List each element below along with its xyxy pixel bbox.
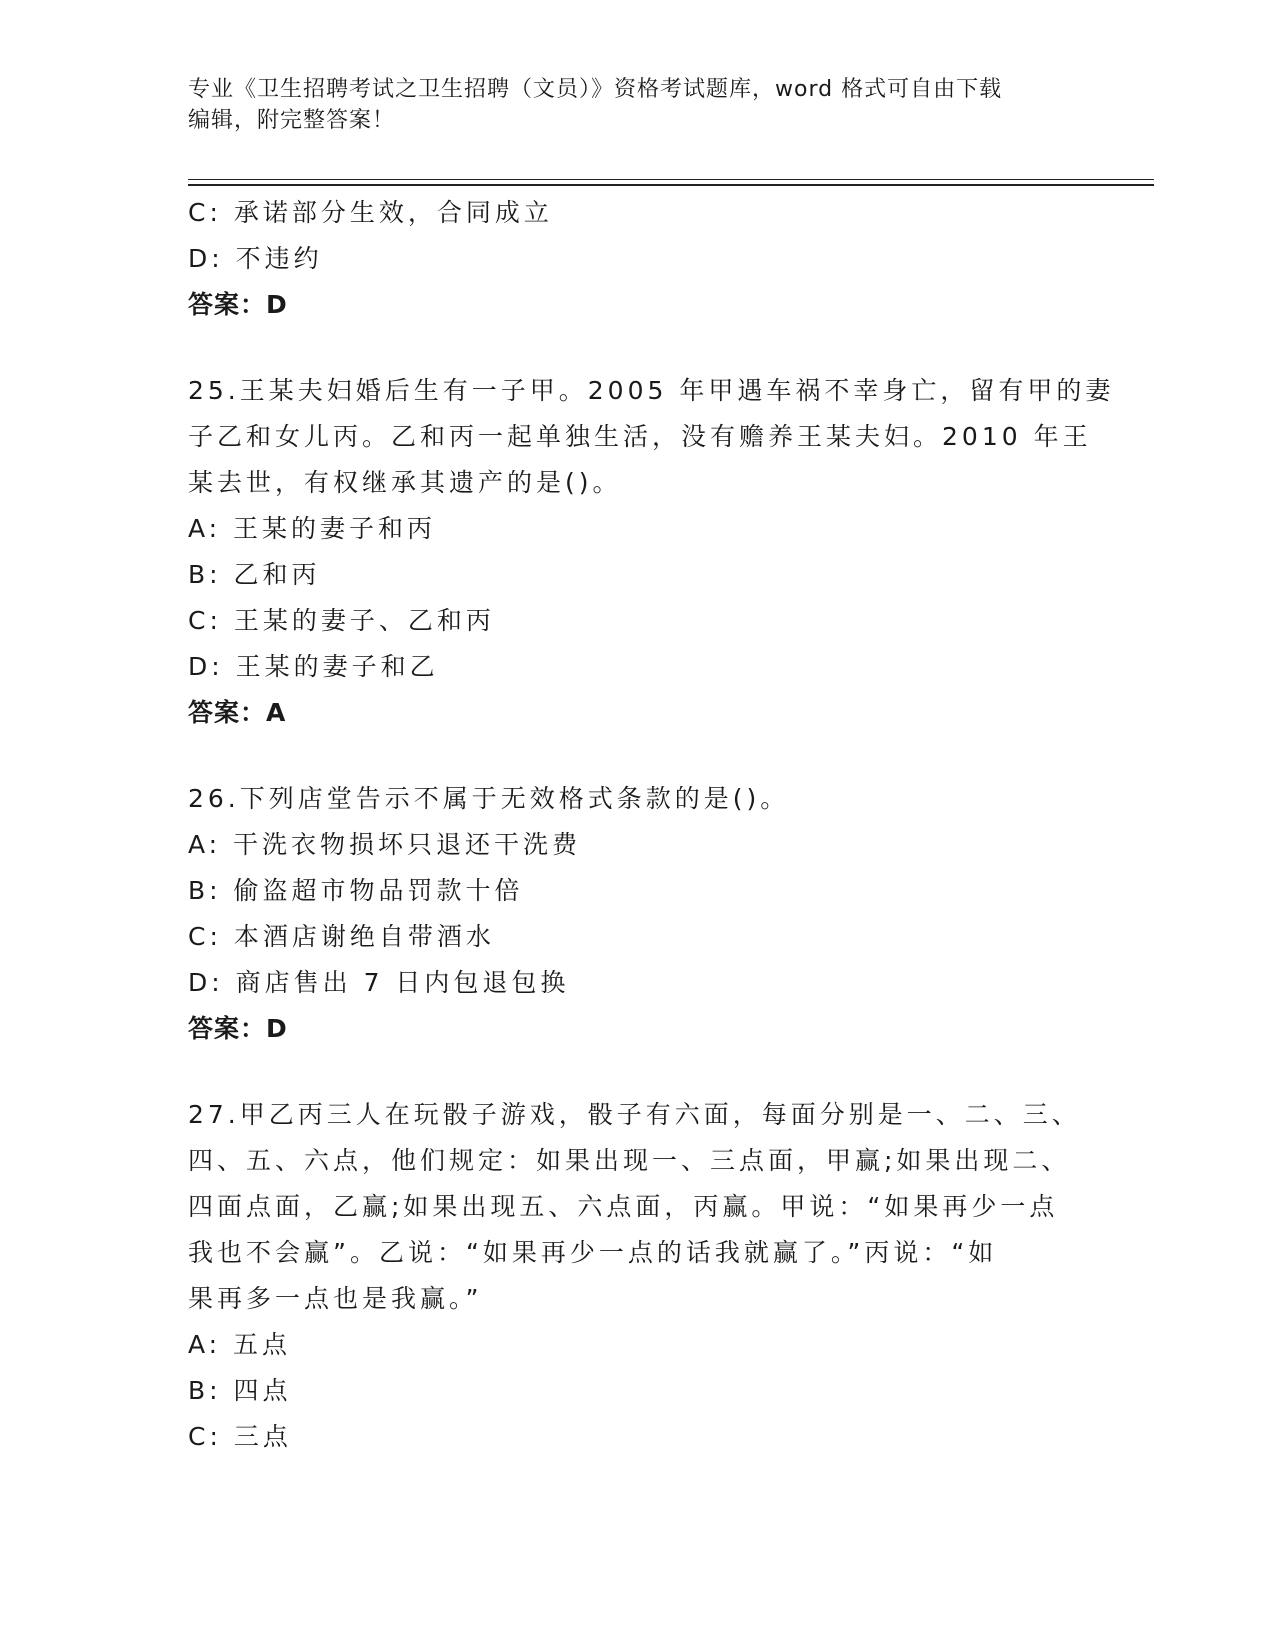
question-stem-line: 25.王某夫妇婚后生有一子甲。2005 年甲遇车祸不幸身亡，留有甲的妻 bbox=[188, 376, 1115, 405]
option-a: A: 五点 bbox=[188, 1330, 292, 1359]
question-stem-line: 某去世，有权继承其遗产的是()。 bbox=[188, 468, 622, 497]
spacer bbox=[188, 328, 1088, 368]
header-line-2: 编辑，附完整答案！ bbox=[188, 108, 396, 133]
question-26 bbox=[188, 776, 1088, 1052]
option-b: B: 偷盗超市物品罚款十倍 bbox=[188, 876, 524, 905]
question-stem-line: 果再多一点也是我赢。” bbox=[188, 1284, 483, 1313]
document-body bbox=[188, 190, 1115, 1460]
question-25 bbox=[188, 368, 1115, 736]
option-d: D: 不违约 bbox=[188, 244, 323, 273]
option-b: B: 乙和丙 bbox=[188, 560, 321, 589]
question-24 bbox=[188, 190, 1088, 328]
question-stem-line: 我也不会赢”。乙说：“如果再少一点的话我就赢了。”丙说：“如 bbox=[188, 1238, 998, 1267]
option-d: D: 商店售出 7 日内包退包换 bbox=[188, 968, 570, 997]
option-a: A: 干洗衣物损坏只退还干洗费 bbox=[188, 830, 582, 859]
question-stem: 26.下列店堂告示不属于无效格式条款的是()。 bbox=[188, 784, 790, 813]
option-b: B: 四点 bbox=[188, 1376, 292, 1405]
question-stem-line: 27.甲乙丙三人在玩骰子游戏，骰子有六面，每面分别是一、二、三、 bbox=[188, 1100, 1081, 1129]
answer-line: 答案：A bbox=[188, 698, 287, 727]
question-stem-line: 子乙和女儿丙。乙和丙一起单独生活，没有赡养王某夫妇。2010 年王 bbox=[188, 422, 1092, 451]
question-stem-line: 四面点面，乙赢;如果出现五、六点面，丙赢。甲说：“如果再少一点 bbox=[188, 1192, 1059, 1221]
question-stem-line: 四、五、六点，他们规定：如果出现一、三点面，甲赢;如果出现二、 bbox=[188, 1146, 1071, 1175]
header-divider-thin bbox=[188, 179, 1154, 180]
page-header bbox=[188, 74, 1088, 136]
answer-line: 答案：D bbox=[188, 290, 288, 319]
option-c: C: 三点 bbox=[188, 1422, 292, 1451]
option-c: C: 王某的妻子、乙和丙 bbox=[188, 606, 495, 635]
option-c: C: 本酒店谢绝自带酒水 bbox=[188, 922, 495, 951]
spacer bbox=[188, 736, 1088, 776]
option-a: A: 王某的妻子和丙 bbox=[188, 514, 437, 543]
option-d: D: 王某的妻子和乙 bbox=[188, 652, 439, 681]
option-c: C: 承诺部分生效，合同成立 bbox=[188, 198, 553, 227]
header-line-1: 专业《卫生招聘考试之卫生招聘（文员）》资格考试题库，word 格式可自由下载 bbox=[188, 77, 1003, 102]
answer-line: 答案：D bbox=[188, 1014, 288, 1043]
spacer bbox=[188, 1052, 1088, 1092]
question-27 bbox=[188, 1092, 1088, 1460]
header-divider-thick bbox=[188, 184, 1154, 186]
